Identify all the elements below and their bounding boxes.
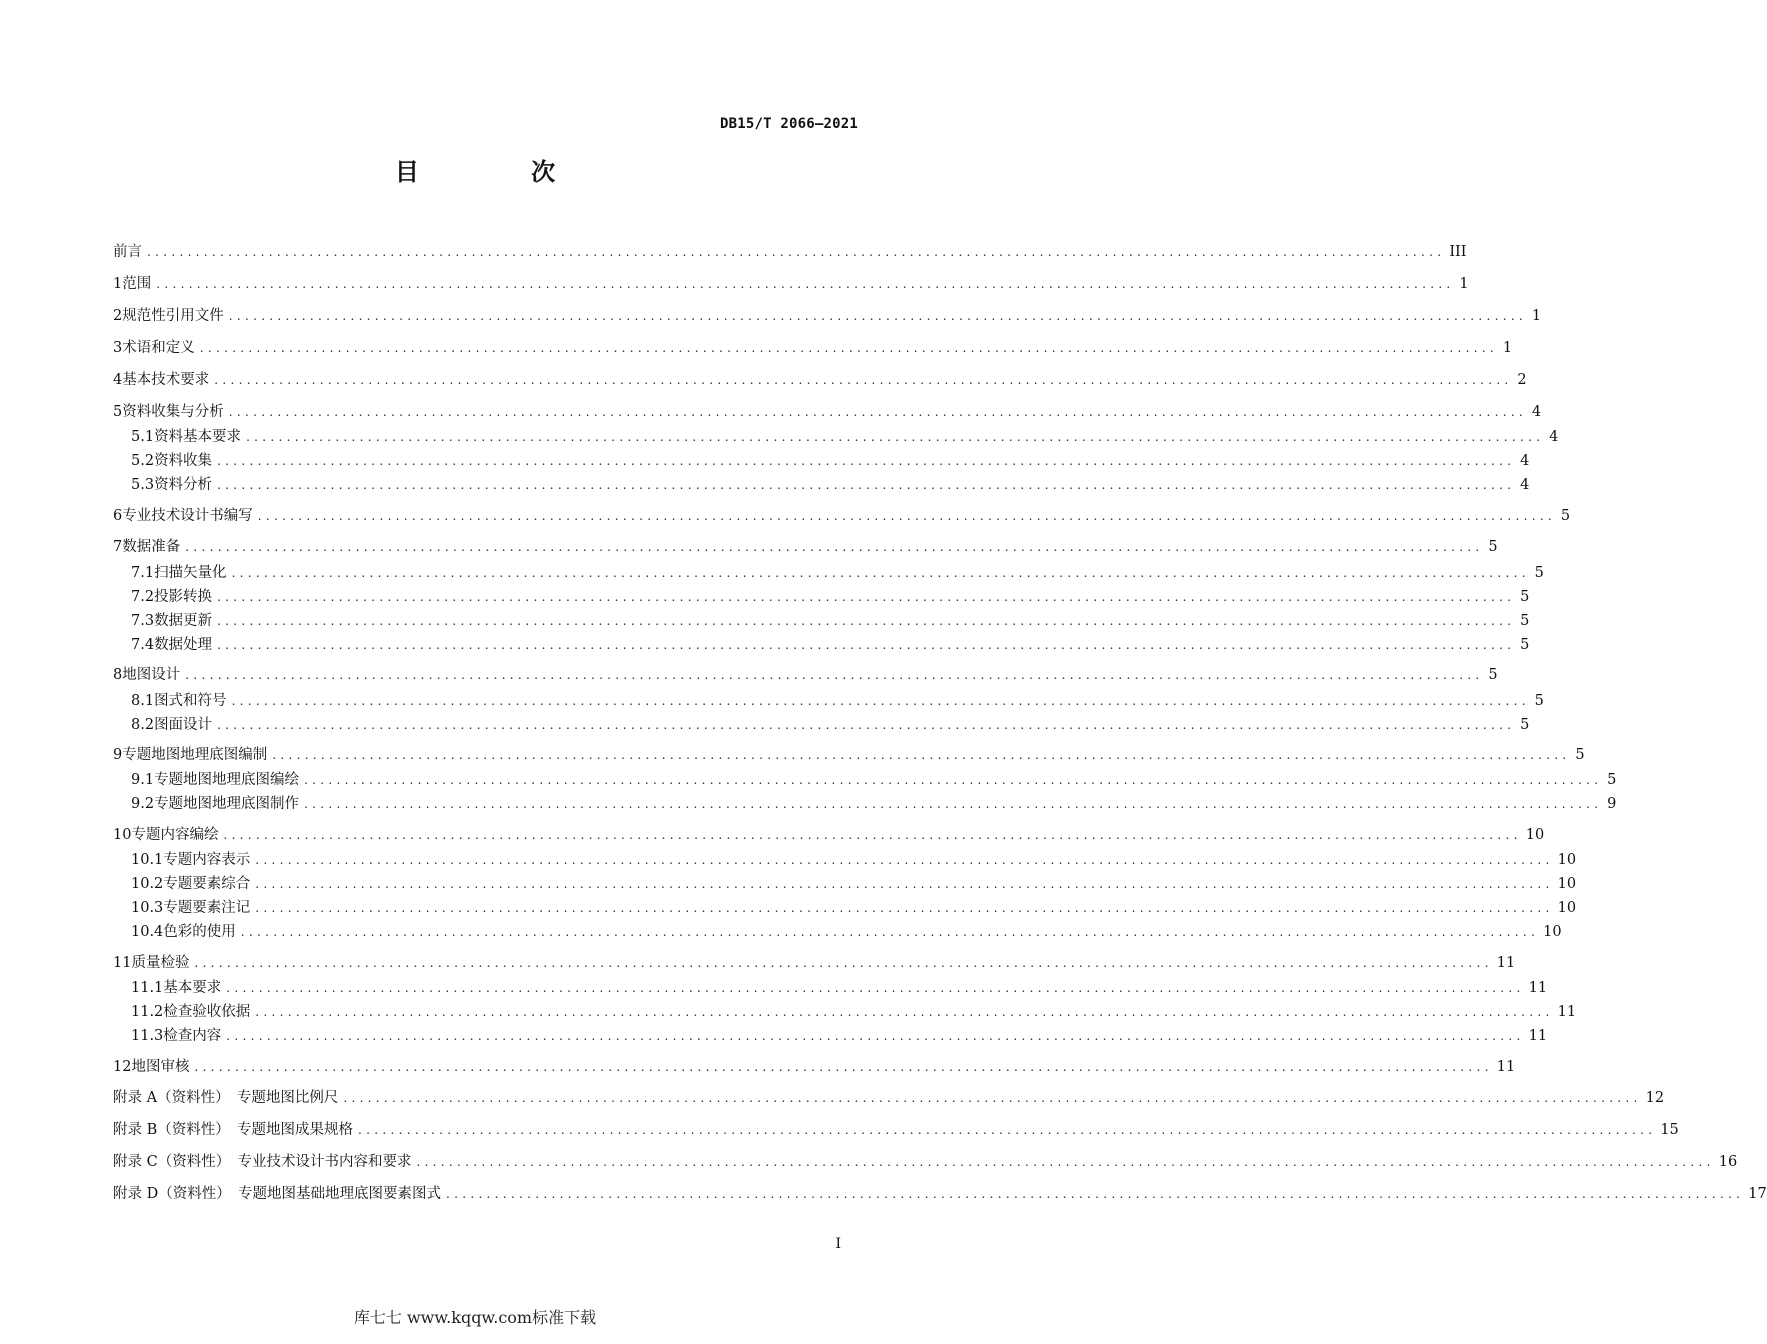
page-number: I (835, 1236, 841, 1252)
toc-entry-label: 资料收集与分析 (122, 404, 224, 420)
toc-entry-number: 5 (113, 404, 123, 420)
toc-entry-page: 4 (1549, 429, 1559, 445)
dot-leader: ................................................................................................................................................................ (304, 797, 1603, 811)
toc-entry-label: 专题内容编绘 (131, 827, 219, 843)
dot-leader: ................................................................................................................................................................ (272, 748, 1571, 762)
toc-entry-number: 10.1 (131, 852, 164, 868)
toc-entry-number: 9.1 (131, 772, 155, 788)
toc-entry-number: 10.4 (131, 924, 164, 940)
toc-entry-label: 专题内容表示 (163, 852, 251, 868)
toc-entry-page: 5 (1534, 565, 1544, 581)
toc-entry[interactable] (113, 1056, 1516, 1078)
dot-leader: ................................................................................................................................................................ (228, 405, 1528, 419)
toc-entry-number: 5.1 (131, 429, 155, 445)
dot-leader: ................................................................................................................................................................ (240, 925, 1540, 939)
toc-entry-label: 数据处理 (154, 637, 213, 653)
dot-leader: ................................................................................................................................................................ (194, 1060, 1493, 1074)
toc-entry-label: 检查内容 (163, 1028, 222, 1044)
toc-entry-page: 11 (1528, 980, 1548, 996)
dot-leader: ................................................................................................................................................................ (304, 773, 1603, 787)
toc-entry-page: 17 (1748, 1186, 1767, 1202)
toc-entry-number: 10 (113, 827, 132, 843)
dot-leader: ................................................................................................................................................................ (226, 1029, 1525, 1043)
toc-entry-page: 5 (1488, 667, 1498, 683)
toc-entry[interactable] (131, 921, 1562, 943)
dot-leader: ................................................................................................................................................................ (255, 877, 1554, 891)
toc-entry[interactable] (131, 1025, 1548, 1047)
toc-entry[interactable] (113, 1119, 1679, 1141)
toc-entry[interactable] (113, 337, 1513, 359)
toc-entry-number: 9 (113, 747, 123, 763)
toc-entry-label: 专题要素综合 (163, 876, 251, 892)
toc-entry-number: 6 (113, 508, 123, 524)
toc-entry-label: 投影转换 (154, 589, 213, 605)
toc-entry-label: 专业技术设计书编写 (122, 508, 253, 524)
toc-entry-number: 5.2 (131, 453, 155, 469)
dot-leader: ................................................................................................................................................................ (223, 828, 1522, 842)
toc-entry[interactable] (131, 610, 1530, 632)
toc-entry-label: 附录 A（资料性） 专题地图比例尺 (113, 1090, 339, 1106)
toc-entry-label: 基本技术要求 (122, 372, 210, 388)
toc-entry-page: 10 (1543, 924, 1562, 940)
toc-entry[interactable] (113, 273, 1469, 295)
toc-entry[interactable] (113, 824, 1545, 846)
toc-entry-label: 地图设计 (122, 667, 181, 683)
toc-entry-number: 5.3 (131, 477, 155, 493)
toc-entry-number: 11.1 (131, 980, 164, 996)
toc-entry[interactable] (131, 849, 1577, 871)
toc-entry[interactable] (113, 305, 1542, 327)
toc-entry[interactable] (131, 634, 1530, 656)
toc-entry-page: 5 (1520, 637, 1530, 653)
toc-entry-number: 4 (113, 372, 123, 388)
toc-entry[interactable] (113, 1087, 1665, 1109)
toc-entry-label: 数据更新 (154, 613, 213, 629)
toc-entry[interactable] (131, 450, 1530, 472)
toc-entry-number: 10.2 (131, 876, 164, 892)
toc-entry-label: 专题地图地理底图制作 (154, 796, 300, 812)
toc-entry-number: 7.1 (131, 565, 155, 581)
toc-entry-number: 1 (113, 276, 123, 292)
toc-entry-number: 11 (113, 955, 132, 971)
toc-entry-page: 10 (1557, 900, 1577, 916)
toc-entry-page: 5 (1520, 717, 1530, 733)
toc-entry-number: 11.2 (131, 1004, 164, 1020)
toc-entry-label: 图式和符号 (154, 693, 227, 709)
toc-entry-page: 10 (1525, 827, 1545, 843)
dot-leader: ................................................................................................................................................................ (246, 430, 1545, 444)
toc-entry-label: 资料分析 (154, 477, 213, 493)
toc-entry-page: 11 (1496, 955, 1516, 971)
toc-entry-page: 1 (1531, 308, 1542, 324)
toc-entry-page: 16 (1718, 1154, 1738, 1170)
toc-entry[interactable] (113, 1151, 1738, 1173)
dot-leader: ................................................................................................................................................................ (199, 341, 1499, 355)
toc-entry-page: 15 (1660, 1122, 1679, 1138)
dot-leader: ................................................................................................................................................................ (185, 540, 1484, 554)
toc-entry-label: 规范性引用文件 (122, 308, 224, 324)
toc-entry-number: 7.2 (131, 589, 155, 605)
toc-entry[interactable] (113, 536, 1498, 558)
toc-entry-number: 7 (113, 539, 123, 555)
toc-entry[interactable] (131, 426, 1559, 448)
toc-entry-label: 专题地图地理底图编制 (122, 747, 268, 763)
toc-entry-number: 8.1 (131, 693, 155, 709)
toc-entry-label: 术语和定义 (122, 340, 195, 356)
toc-entry[interactable] (131, 690, 1544, 712)
toc-entry-page: 5 (1560, 508, 1571, 524)
toc-entry[interactable] (113, 664, 1498, 686)
toc-entry-number: 7.4 (131, 637, 155, 653)
dot-leader: ................................................................................................................................................................ (226, 981, 1525, 995)
toc-entry-page: 10 (1557, 876, 1577, 892)
toc-entry-page: 11 (1496, 1059, 1516, 1075)
toc-entry-label: 附录 C（资料性） 专业技术设计书内容和要求 (113, 1154, 412, 1170)
toc-entry[interactable] (131, 714, 1530, 736)
toc-title: 目 次 (394, 158, 608, 186)
toc-entry-label: 检查验收依据 (163, 1004, 251, 1020)
toc-entry-page: 11 (1557, 1004, 1577, 1020)
toc-entry[interactable] (131, 977, 1548, 999)
toc-entry[interactable] (113, 505, 1571, 527)
toc-entry[interactable] (131, 562, 1544, 584)
toc-entry-label: 数据准备 (122, 539, 181, 555)
dot-leader: ................................................................................................................................................................ (217, 718, 1516, 732)
dot-leader: ................................................................................................................................................................ (217, 638, 1516, 652)
toc-entry-page: 5 (1520, 613, 1530, 629)
toc-entry-page: III (1449, 244, 1467, 260)
dot-leader: ................................................................................................................................................................ (185, 668, 1484, 682)
toc-entry-number: 3 (113, 340, 123, 356)
toc-entry[interactable] (113, 952, 1516, 974)
toc-entry[interactable] (131, 586, 1530, 608)
toc-entry-page: 5 (1575, 747, 1585, 763)
dot-leader: ................................................................................................................................................................ (214, 373, 1513, 387)
toc-entry-label: 前言 (113, 244, 142, 260)
toc-entry-page: 12 (1645, 1090, 1665, 1106)
toc-entry-page: 9 (1607, 796, 1617, 812)
toc-entry[interactable] (113, 369, 1527, 391)
toc-entry-page: 1 (1459, 276, 1469, 292)
document-code: DB15/T 2066—2021 (719, 116, 858, 132)
dot-leader: ................................................................................................................................................................ (231, 566, 1530, 580)
dot-leader: ................................................................................................................................................................ (255, 1005, 1554, 1019)
toc-entry-page: 10 (1557, 852, 1577, 868)
toc-entry-label: 附录 D（资料性） 专题地图基础地理底图要素图式 (113, 1186, 441, 1202)
toc-entry-label: 地图审核 (131, 1059, 190, 1075)
toc-entry-number: 8 (113, 667, 123, 683)
dot-leader: ................................................................................................................................................................ (156, 277, 1455, 291)
toc-entry-number: 7.3 (131, 613, 155, 629)
toc-entry[interactable] (131, 474, 1530, 496)
dot-leader: ................................................................................................................................................................ (445, 1187, 1745, 1201)
toc-entry-page: 5 (1534, 693, 1544, 709)
toc-entry[interactable] (113, 401, 1542, 423)
dot-leader: ................................................................................................................................................................ (343, 1091, 1642, 1105)
dot-leader: ................................................................................................................................................................ (217, 454, 1516, 468)
toc-entry-label: 色彩的使用 (163, 924, 236, 940)
toc-entry-page: 2 (1517, 372, 1527, 388)
toc-entry-page: 1 (1502, 340, 1513, 356)
toc-entry[interactable] (113, 744, 1585, 766)
toc-entry-number: 2 (113, 308, 123, 324)
toc-entry-label: 范围 (122, 276, 152, 292)
dot-leader: ................................................................................................................................................................ (257, 509, 1557, 523)
toc-entry-label: 专题地图地理底图编绘 (154, 772, 300, 788)
toc-entry[interactable] (113, 1183, 1767, 1205)
footer-watermark: 库七七 www.kqqw.com标准下载 (353, 1308, 597, 1327)
dot-leader: ................................................................................................................................................................ (358, 1123, 1657, 1137)
toc-entry-number: 9.2 (131, 796, 155, 812)
dot-leader: ................................................................................................................................................................ (231, 694, 1530, 708)
toc-entry[interactable] (131, 897, 1577, 919)
toc-entry-page: 5 (1607, 772, 1617, 788)
toc-entry-number: 11.3 (131, 1028, 164, 1044)
toc-entry-page: 5 (1520, 589, 1530, 605)
toc-entry[interactable] (131, 793, 1617, 815)
toc-entry-number: 12 (113, 1059, 132, 1075)
toc-entry-label: 附录 B（资料性） 专题地图成果规格 (113, 1122, 354, 1138)
toc-entry-page: 4 (1531, 404, 1542, 420)
toc-entry-label: 资料收集 (154, 453, 213, 469)
dot-leader: ................................................................................................................................................................ (255, 901, 1554, 915)
toc-entry-label: 资料基本要求 (154, 429, 242, 445)
toc-entry-label: 图面设计 (154, 717, 213, 733)
toc-entry[interactable] (131, 873, 1577, 895)
dot-leader: ................................................................................................................................................................ (217, 590, 1516, 604)
toc-entry-page: 4 (1520, 477, 1530, 493)
toc-entry[interactable] (113, 241, 1467, 263)
toc-entry-label: 专题要素注记 (163, 900, 251, 916)
toc-entry[interactable] (131, 769, 1617, 791)
dot-leader: ................................................................................................................................................................ (228, 309, 1528, 323)
toc-entry-number: 8.2 (131, 717, 155, 733)
toc-entry-page: 4 (1520, 453, 1530, 469)
dot-leader: ................................................................................................................................................................ (416, 1155, 1715, 1169)
dot-leader: ................................................................................................................................................................ (194, 956, 1493, 970)
toc-entry-page: 5 (1488, 539, 1498, 555)
toc-entry-label: 扫描矢量化 (154, 565, 227, 581)
dot-leader: ................................................................................................................................................................ (217, 478, 1516, 492)
toc-entry-page: 11 (1528, 1028, 1548, 1044)
dot-leader: ................................................................................................................................................................ (217, 614, 1516, 628)
toc-entry-label: 质量检验 (131, 955, 190, 971)
dot-leader: ................................................................................................................................................................ (255, 853, 1554, 867)
toc-entry-number: 10.3 (131, 900, 164, 916)
dot-leader: ................................................................................................................................................................ (147, 245, 1446, 259)
toc-entry[interactable] (131, 1001, 1577, 1023)
toc-entry-label: 基本要求 (163, 980, 222, 996)
